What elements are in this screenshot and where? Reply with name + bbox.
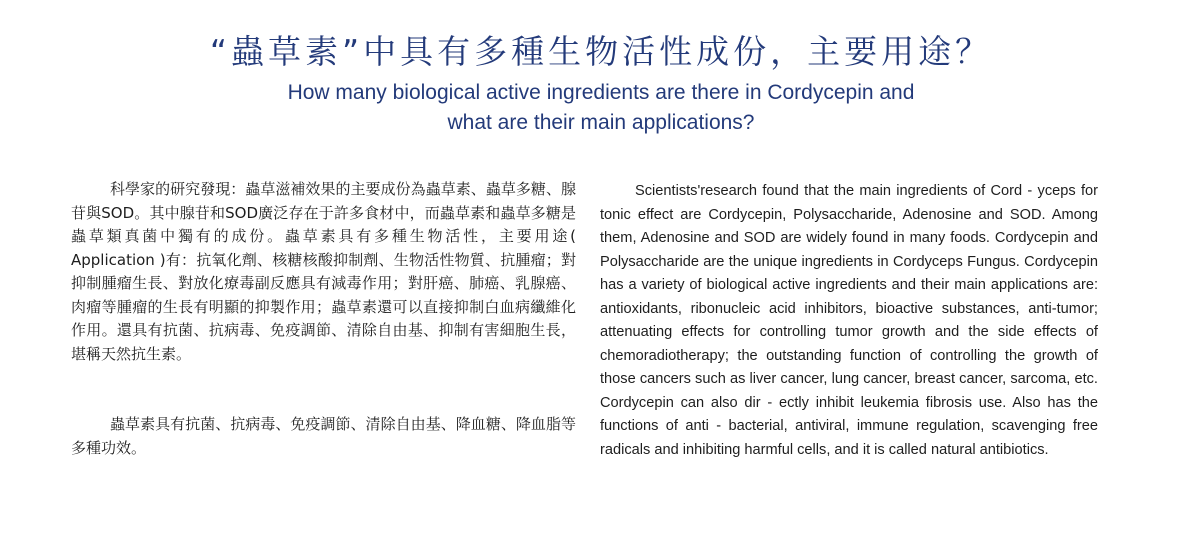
english-column bbox=[600, 180, 1098, 462]
chinese-column bbox=[71, 178, 576, 460]
title-english bbox=[0, 78, 1202, 138]
title-english-line-1: How many biological active ingredients are there in Cordycepin and bbox=[287, 81, 915, 104]
english-paragraph-1: Scientists'research found that the main ingredients of Cord - yceps for tonic effect are Cordycepin, Polysaccharide, Adenosine and SOD. Among them, Adenosine and SOD are widely found in many foods. Cordycepin and Polysaccharide are the unique ingredients in Cordyceps Fungus. Cordycepin has a variety of biological active ingredients and their main applications are: antioxidants, ribonucleic acid inhibitors, bioactive substances, anti-tumor; attenuating effects for controlling tumor growth and the side effects of chemoradiotherapy; the outstanding function of controlling the growth of those cancers such as liver cancer, lung cancer, breast cancer, sarcoma, etc. Cordycepin can also dir - ectly inhibit leukemia fibrosis use. Also has the functions of anti - bacterial, antiviral, immune regulation, scavenging free radicals and inhibiting harmful cells, and it is called natural antibiotics. bbox=[600, 183, 1098, 458]
title-english-line-2: what are their main applications? bbox=[447, 111, 755, 134]
chinese-paragraph-2: 蟲草素具有抗菌、抗病毒、免疫調節、清除自由基、降血糖、降血脂等多種功效。 bbox=[71, 415, 576, 457]
title-chinese: “蟲草素”中具有多種生物活性成份，主要用途？ bbox=[209, 32, 993, 71]
chinese-paragraph-1: 科學家的研究發現：蟲草滋補效果的主要成份為蟲草素、蟲草多糖、腺苷與SOD。其中腺苷和SOD廣泛存在于許多食材中，而蟲草素和蟲草多糖是蟲草類真菌中獨有的成份。蟲草素具有多種生物活性，主要用途( Application )有：抗氧化劑、核糖核酸抑制劑、生物活性物質、抗腫瘤；對抑制腫瘤生長、對放化療毒副反應具有減毒作用；對肝癌、肺癌、乳腺癌、肉瘤等腫瘤的生長有明顯的抑製作用；蟲草素還可以直接抑制白血病纖維化作用。還具有抗菌、抗病毒、免疫調節、清除自由基、抑制有害細胞生長，堪稱天然抗生素。 bbox=[71, 180, 576, 363]
